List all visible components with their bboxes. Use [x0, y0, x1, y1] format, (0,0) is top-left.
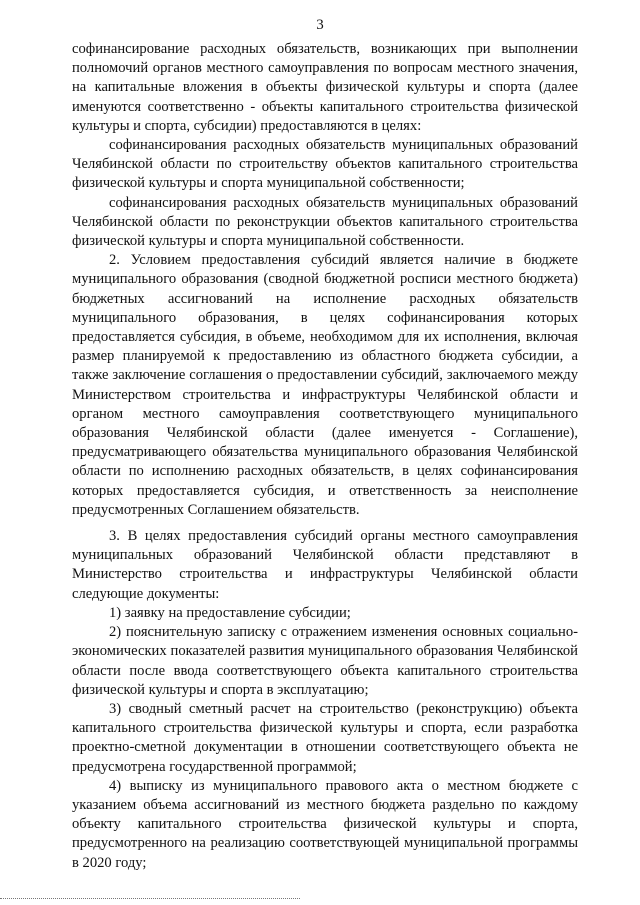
paragraph-purpose-intro: софинансирование расходных обязательств, возникающих при выполнении полномочий органов местного самоуправления по вопросам местного значения, на капитальные вложения в объекты физической культуры и спорта (далее именуются соответственно - объекты капитального строительства физической культуры и спорта, субсидии) предоставляются в целях:: [72, 41, 578, 134]
list-item-4: 4) выписку из муниципального правового акта о местном бюджете с указанием объема ассигнований из местного бюджета раздельно по каждому объекту капитального строительства физической культуры и спорта, предусмотренного на реализацию соответствующей муниципальной программы в 2020 году;: [72, 777, 578, 871]
list-item-1: 1) заявку на предоставление субсидии;: [109, 604, 351, 621]
list-item-3: 3) сводный сметный расчет на строительство (реконструкцию) объекта капитального строительства физической культуры и спорта, если разработка проектно-сметной документации в отношении соответствующего объекта не предусмотрена государственной программой;: [72, 700, 578, 775]
paragraph-construction-goal: софинансирования расходных обязательств муниципальных образований Челябинской области по строительству объектов капитального строительства физической культуры и спорта муниципальной собственности;: [72, 137, 578, 192]
list-item-2: 2) пояснительную записку с отражением изменения основных социально-экономических показателей развития муниципального образования Челябинской области после ввода соответствующего объекта капитального строительства физической культуры и спорта в эксплуатацию;: [72, 624, 578, 698]
paragraph-clause-2: 2. Условием предоставления субсидий является наличие в бюджете муниципального образования (сводной бюджетной росписи местного бюджета) бюджетных ассигнований на исполнение расходных обязательств муниципального образования, в целях софинансирования которых предоставляется субсидия, в объеме, необходимом для их исполнения, включая размер планируемой к предоставлению из областного бюджета субсидии, а также заключение соглашения о предоставлении субсидий, заключаемого между Министерством строительства и инфраструктуры Челябинской области и органом местного самоуправления соответствующего муниципального образования Челябинской области (далее именуется - Соглашение), предусматривающего обязательства муниципального образования Челябинской области по исполнению расходных обязательств, в целях софинансирования которых предоставляется субсидия, и ответственность за неисполнение предусмотренных Соглашением обязательств.: [72, 252, 578, 518]
paragraph-reconstruction-goal: софинансирования расходных обязательств муниципальных образований Челябинской области по реконструкции объектов капитального строительства физической культуры и спорта муниципальной собственности.: [72, 194, 578, 250]
document-body: [72, 40, 578, 873]
page-number: 3: [316, 17, 324, 33]
footer-divider: [0, 898, 300, 899]
paragraph-clause-3: 3. В целях предоставления субсидий органы местного самоуправления муниципальных образований Челябинской области представляют в Министерство строительства и инфраструктуры Челябинской области следующие документы:: [72, 528, 578, 602]
